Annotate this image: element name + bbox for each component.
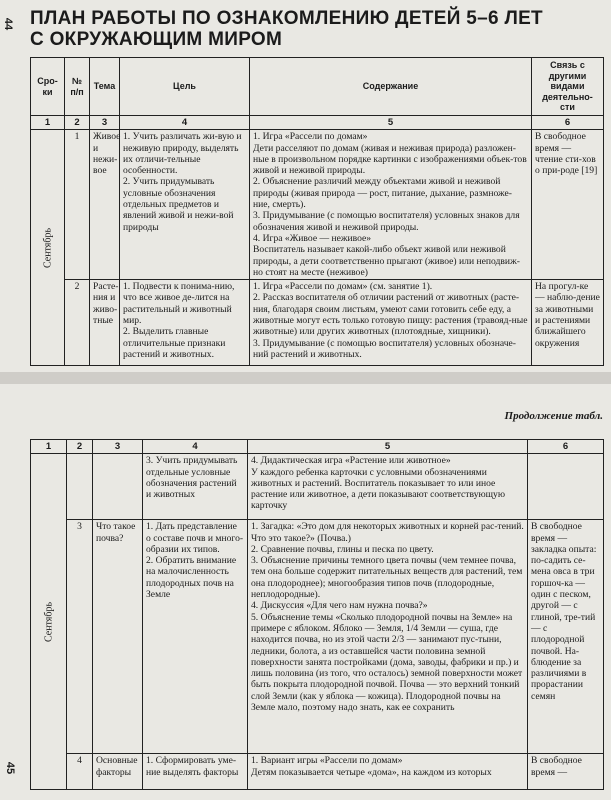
theme-cell xyxy=(93,454,143,520)
content-cell xyxy=(248,520,528,754)
content-cell xyxy=(248,454,528,520)
content-item: 5. Объяснение темы «Сколько плодородной почвы на Земле» на примере с яблоком. Яблоко — Земля, 1/4 Земли — суша, где находится почва, но из этой части 2/3 — занимают пус-тыни, ледники, болота, а из оставшейся части половина земной поверхности занята постройками (дома, заводы, фабрики и пр.) и лишь половина (из того, что осталось) земной поверхности может быть покрыта плодородной почвой. Почва — это верхний тонкий слой Земли (как у яблока — кожица). Плодородной почвы на Земле мало, поэтому надо знать, как ее сохранить xyxy=(251,611,523,714)
content-item: 3. Придумывание (с помощью воспитателя) условных обозначе-ний растений и животных. xyxy=(253,337,516,360)
content-cell xyxy=(248,754,528,790)
month-cell xyxy=(31,130,65,366)
link-cell: В свободное время — чтение сти-хов о при-роде [19] xyxy=(532,130,604,280)
goal-item: 1. Сформировать уме-ние выделять факторы xyxy=(146,755,239,778)
column-number: 5 xyxy=(250,116,532,130)
page-number: 45 xyxy=(4,761,17,775)
goal-item: 1. Дать представление о составе почв и много-образии их типов. xyxy=(146,521,244,555)
header-cell: № п/п xyxy=(65,58,90,116)
theme-cell: Расте-ния и живо-тные xyxy=(90,280,120,366)
theme-cell: Живое и нежи-вое xyxy=(90,130,120,280)
content-item: 4. Дидактическая игра «Растение или животное» xyxy=(251,455,451,467)
content-item: 3. Придумывание (с помощью воспитателя) условных знаков для обозначения живой и неживой природы. xyxy=(253,210,520,233)
content-item: Дети расселяют по домам (живая и неживая природа) разложен-ные в произвольном порядке картинки с изображениями объек-тов живой и неживой природы. xyxy=(253,142,527,177)
column-number: 6 xyxy=(532,116,604,130)
link-cell: В свободное время — xyxy=(528,754,604,790)
content-item: Воспитатель называет какой-либо объект живой или неживой природы, а дети соответственно прыгают (живое) или неподвиж-но стоят на месте (неживое) xyxy=(253,244,520,278)
link-cell xyxy=(528,454,604,520)
table-row xyxy=(31,280,604,366)
goal-item: 2. Выделить главные отличительные признаки растений и животных. xyxy=(123,326,226,360)
column-number: 1 xyxy=(31,116,65,130)
column-number: 1 xyxy=(31,440,67,454)
header-cell: Содержание xyxy=(250,58,532,116)
row-number xyxy=(67,454,93,520)
link-cell: На прогул-ке — наблю-дение за животными и растениями ближайшего окружения xyxy=(532,280,604,366)
page-number: 44 xyxy=(2,17,15,31)
header-cell: Цель xyxy=(120,58,250,116)
column-number: 5 xyxy=(248,440,528,454)
content-item: 3. Объяснение причины темного цвета почвы (чем темнее почва, тем она больше содержит питательных веществ для растений, тем она плодороднее); многообразия типов почв (плодородные, неплодородные). xyxy=(251,555,523,601)
goal-item: 3. Учить придумывать отдельные условные обозначения растений и животных xyxy=(146,455,238,501)
content-item: 1. Вариант игры «Рассели по домам» xyxy=(251,755,403,767)
table-row xyxy=(31,520,604,754)
column-number: 4 xyxy=(120,116,250,130)
theme-cell: Что такое почва? xyxy=(93,520,143,754)
content-item: 4. Дискуссия «Для чего нам нужна почва?» xyxy=(251,600,428,612)
column-number-row xyxy=(31,440,604,454)
goal-item: 2. Учить придумывать условные обозначения отдельных предметов и явлений живой и нежи-вой природы xyxy=(123,176,234,233)
row-number: 3 xyxy=(67,520,93,754)
page-title xyxy=(30,8,543,50)
content-item: 1. Игра «Рассели по домам» (см. занятие 1). xyxy=(253,281,433,293)
content-item: 2. Объяснение различий между объектами живой и неживой природы (живая природа — рост, питание, дыхание, размноже-ние, смерть). xyxy=(253,176,512,211)
content-cell xyxy=(250,280,532,366)
goal-cell xyxy=(143,520,248,754)
content-item: У каждого ребенка карточки с условными обозначениями животных и растений. Воспитатель показывает то или иное растение или животное, а дети показывают соответствующую карточку xyxy=(251,466,506,512)
row-number: 4 xyxy=(67,754,93,790)
month-label: Сентябрь xyxy=(41,227,53,268)
theme-cell: Основные факторы xyxy=(93,754,143,790)
month-cell xyxy=(31,454,67,790)
row-number: 1 xyxy=(65,130,90,280)
table-row xyxy=(31,130,604,280)
goal-cell xyxy=(143,454,248,520)
header-cell: Тема xyxy=(90,58,120,116)
column-number: 2 xyxy=(65,116,90,130)
column-number-row xyxy=(31,116,604,130)
content-item: 4. Игра «Живое — неживое» xyxy=(253,232,372,244)
column-number: 3 xyxy=(90,116,120,130)
header-cell: Сро-ки xyxy=(31,58,65,116)
bottom-page xyxy=(0,384,611,800)
goal-cell xyxy=(143,754,248,790)
content-item: Детям показывается четыре «дома», на каждом из которых xyxy=(251,766,492,778)
content-item: 2. Сравнение почвы, глины и песка по цвету. xyxy=(251,543,434,555)
table-row xyxy=(31,454,604,520)
goal-item: 1. Учить различать жи-вую и неживую природу, выделять их отличи-тельные особенности. xyxy=(123,131,242,177)
row-number: 2 xyxy=(65,280,90,366)
column-number: 2 xyxy=(67,440,93,454)
title-line-2: С ОКРУЖАЮЩИМ МИРОМ xyxy=(30,29,283,50)
plan-table-top xyxy=(30,57,604,366)
column-number: 6 xyxy=(528,440,604,454)
content-item: 2. Рассказ воспитателя об отличии растений от животных (расте-ния, благодаря своим листьям, умеют сами готовить себе еду, а животные могут есть только готовую пищу: растения (травояд-ные животные) или других животных (плотоядные, хищники). xyxy=(253,292,528,338)
content-item: 1. Игра «Рассели по домам» xyxy=(253,131,368,143)
goal-item: 2. Обратить внимание на малочисленность плодородных почв на Земле xyxy=(146,555,237,601)
goal-item: 1. Подвести к понима-нию, что все живое де-лится на растительный и животный мир. xyxy=(123,281,235,327)
continuation-label: Продолжение табл. xyxy=(504,410,603,422)
column-number: 4 xyxy=(143,440,248,454)
title-line-1: ПЛАН РАБОТЫ ПО ОЗНАКОМЛЕНИЮ ДЕТЕЙ 5–6 ЛЕТ xyxy=(30,8,543,29)
link-cell: В свободное время — закладка опыта: по-садить се-мена овса в три горшоч-ка — один с песком, другой — с глиной, тре-тий — с плодородной почвой. На-блюдение за различиями в прорастании семян xyxy=(528,520,604,754)
plan-table-bottom xyxy=(30,439,604,790)
content-cell xyxy=(250,130,532,280)
month-label: Сентябрь xyxy=(42,601,54,642)
goal-cell xyxy=(120,280,250,366)
header-cell: Связь с другими видами деятельно-сти xyxy=(532,58,604,116)
header-row xyxy=(31,58,604,116)
column-number: 3 xyxy=(93,440,143,454)
content-item: 1. Загадка: «Это дом для некоторых животных и корней рас-тений. Что это такое?» (Почва.) xyxy=(251,521,524,544)
top-page xyxy=(0,0,611,372)
table-row xyxy=(31,754,604,790)
goal-cell xyxy=(120,130,250,280)
